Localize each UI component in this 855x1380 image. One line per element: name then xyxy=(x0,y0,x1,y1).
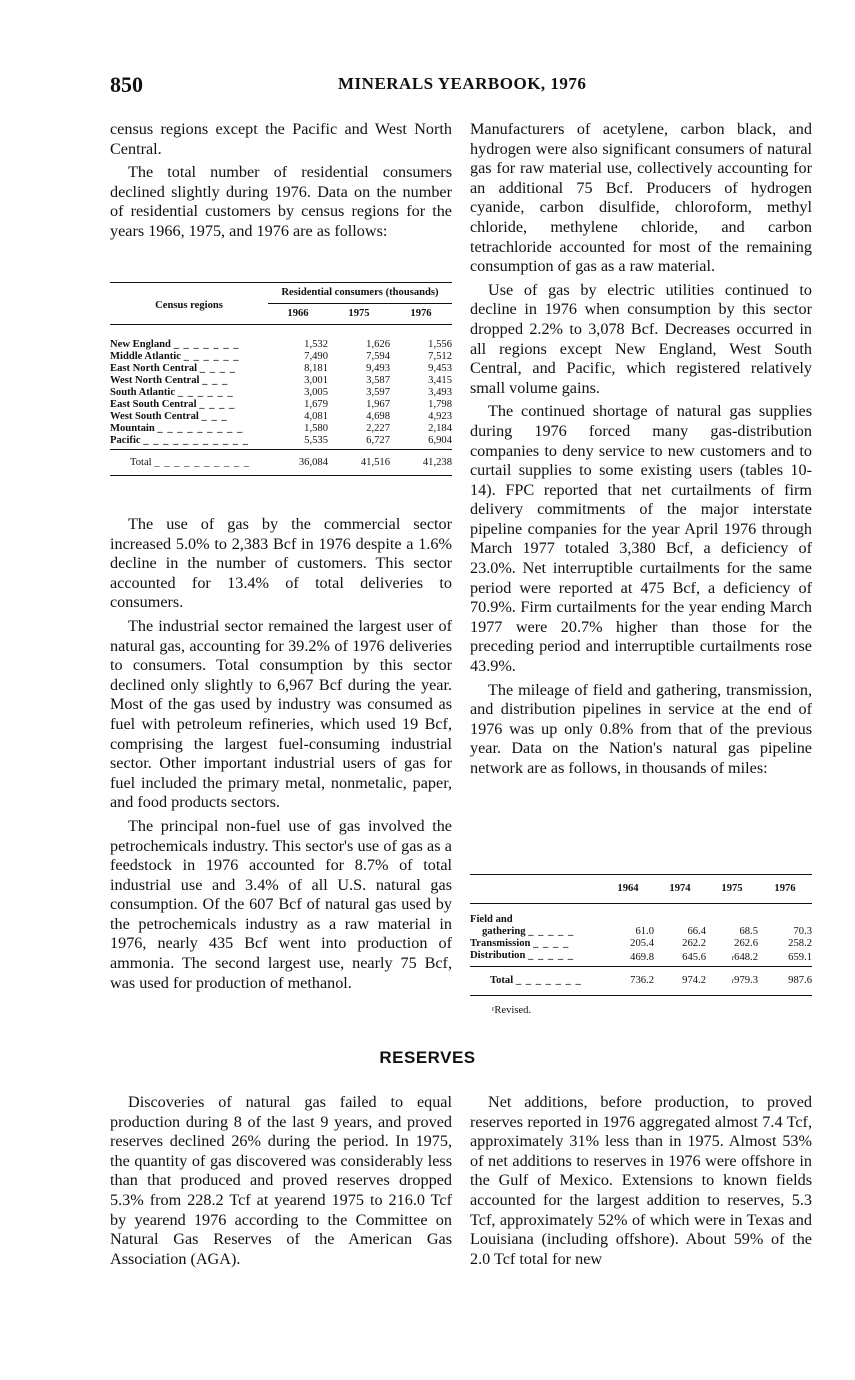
row-label: West North Central xyxy=(110,375,200,386)
table-cell: 258.2 xyxy=(788,938,812,949)
paragraph: The industrial sector remained the largest user of natural gas, accounting for 39.2% of 1976 deliveries to consumers. Total consumption by this sector declined only slightly to 6,967 Bcf during the year. Most of the gas used by industry was consumed as fuel with petroleum refineries, which used 19 Bcf, comprising the largest fuel-consuming industrial sector. Other important industrial users of gas for fuel included the primary metal, nonmetalic, paper, and food products sectors. xyxy=(110,616,452,812)
reserves-right-column xyxy=(470,1093,812,1273)
table-cell: 66.4 xyxy=(687,926,706,937)
row-label: Transmission xyxy=(470,938,531,949)
paragraph: Manufacturers of acetylene, carbon black, and hydrogen were also significant consumers of natural gas for raw material use, collectively accounting for an additional 75 Bcf. Producers of hydrogen cyanide, carbon disulfide, chloroform, methyl chloride, methylene chloride, and carbon tetrachloride accounted for most of the remaining consumption of gas as a raw material. xyxy=(470,120,812,276)
table-cell: 262.2 xyxy=(682,938,706,949)
page-number: 850 xyxy=(110,72,143,97)
table-row xyxy=(110,411,452,423)
table-cell: 2,227 xyxy=(366,423,390,434)
leader-dots: _ _ _ _ _ _ _ _ _ _ xyxy=(154,457,251,468)
table-row xyxy=(470,914,812,926)
column-header-regions: Census regions xyxy=(155,299,223,311)
table-row xyxy=(110,351,452,363)
running-title: MINERALS YEARBOOK, 1976 xyxy=(338,74,587,93)
column-header-year: 1976 xyxy=(410,308,432,319)
table-cell: 974.2 xyxy=(682,975,706,986)
table-cell: 1,798 xyxy=(428,399,452,410)
row-label-line1: Field and xyxy=(470,914,513,925)
running-header xyxy=(110,72,810,98)
paragraph: The mileage of field and gathering, transmission, and distribution pipelines in service at the end of 1976 was up only 0.8% from that of the previous year. Data on the Nation's natural gas pipeline network are as follows, in thousands of miles: xyxy=(470,680,812,777)
table-cell: 987.6 xyxy=(788,975,812,986)
row-label: Pacific xyxy=(110,435,141,446)
pipeline-mileage-table xyxy=(470,874,812,1016)
paragraph: Net additions, before production, to proved reserves reported in 1976 aggregated almost 7.4 Tcf, approximately 31% less than in 1975. Almost 53% of net additions to reserves in 1976 were offshore in the Gulf of Mexico. Extensions to known fields accounted for the largest addition to reserves, 5.3 Tcf, approximately 52% of which were in Texas and Louisiana (including offshore). About 59% of the 2.0 Tcf total for new xyxy=(470,1093,812,1268)
table-cell: 3,415 xyxy=(428,375,452,386)
table-total-row xyxy=(470,967,812,996)
table-cell: 4,698 xyxy=(366,411,390,422)
table-cell: 68.5 xyxy=(739,926,758,937)
table-row xyxy=(110,435,452,447)
column-header-year: 1975 xyxy=(721,883,743,894)
table-row xyxy=(110,423,452,435)
cell-value: 979.3 xyxy=(734,975,758,986)
leader-dots: _ _ _ _ xyxy=(199,399,236,410)
paragraph: The continued shortage of natural gas supplies during 1976 forced many gas-distribution companies to deny service to new customers and to curtail supplies to some existing users (tables 10-14). FPC reported that net curtailments of firm delivery commitments of the major interstate pipeline companies for the year April 1976 through March 1977 totaled 3,380 Bcf, a deficiency of 23.0%. Net interruptible curtailments for the same period were reported at 475 Bcf, a deficiency of 70.9%. Firm curtailments for the year ending March 1977 were 20.7% higher than those for the preceding period and interruptible curtailments rose 43.9%. xyxy=(470,402,812,676)
table-cell: 262.6 xyxy=(734,938,758,949)
column-header-year: 1966 xyxy=(287,308,309,319)
leader-dots: _ _ _ _ _ _ _ _ _ _ _ xyxy=(143,435,249,446)
column-header-year: 1974 xyxy=(669,883,691,894)
table-cell: 41,516 xyxy=(360,456,390,468)
left-column-top xyxy=(110,120,452,246)
footnote-text: Revised. xyxy=(494,1005,532,1016)
leader-dots: _ _ _ _ _ _ _ xyxy=(173,339,240,350)
table-cell: 1,580 xyxy=(304,423,328,434)
table-cell: 3,587 xyxy=(366,375,390,386)
table-total-row xyxy=(110,450,452,476)
reserves-left-column xyxy=(110,1093,452,1273)
right-column-top xyxy=(470,120,812,783)
left-column-bottom xyxy=(110,515,452,997)
leader-dots: _ _ _ _ xyxy=(533,938,570,949)
table-cell: 3,005 xyxy=(304,387,328,398)
row-label: gathering xyxy=(482,926,526,937)
paragraph: The principal non-fuel use of gas involved the petrochemicals industry. This sector's use of gas as a feedstock in 1976 accounted for 8.7% of total industrial use and 3.4% of all U.S. natural gas consumption. Of the 607 Bcf of natural gas used by the petrochemicals industry as a raw material in 1976, nearly 435 Bcf went into production of ammonia. The second largest use, nearly 75 Bcf, was used for production of methanol. xyxy=(110,816,452,992)
table-cell: 7,594 xyxy=(366,351,390,362)
leader-dots: _ _ _ _ _ xyxy=(528,950,575,961)
table-cell xyxy=(706,950,758,967)
paragraph: The total number of residential consumers declined slightly during 1976. Data on the number of residential customers by census regions for the years 1966, 1975, and 1976 are as follows: xyxy=(110,163,452,240)
table-cell: 659.1 xyxy=(788,952,812,963)
table-cell: 9,493 xyxy=(366,363,390,374)
table-cell: 4,923 xyxy=(428,411,452,422)
total-label: Total xyxy=(130,457,152,468)
table-cell: 1,967 xyxy=(366,399,390,410)
row-label: East South Central xyxy=(110,399,197,410)
row-label: Middle Atlantic xyxy=(110,351,181,362)
paragraph: Use of gas by electric utilities continued to decline in 1976 when consumption by this sector dropped 2.2% to 3,078 Bcf. Decreases occurred in all regions except New England, West South Central, and Pacific, which registered relatively small volume gains. xyxy=(470,280,812,397)
table-cell: 5,535 xyxy=(304,435,328,446)
section-heading-reserves: RESERVES xyxy=(379,1048,476,1067)
table-cell: 2,184 xyxy=(428,423,452,434)
table-cell: 3,597 xyxy=(366,387,390,398)
column-header-year: 1964 xyxy=(617,883,639,894)
table-cell: 3,001 xyxy=(304,375,328,386)
table-row xyxy=(470,938,812,950)
leader-dots: _ _ _ _ _ _ _ xyxy=(515,975,582,986)
total-label: Total xyxy=(490,975,514,986)
table-cell: 469.8 xyxy=(630,952,654,963)
table-cell: 9,453 xyxy=(428,363,452,374)
paragraph: census regions except the Pacific and West North Central. xyxy=(110,120,452,158)
leader-dots: _ _ _ _ _ xyxy=(528,926,575,937)
table-row xyxy=(110,399,452,411)
table-cell: 7,512 xyxy=(428,351,452,362)
footnote-mark: r xyxy=(492,1005,495,1013)
row-label: South Atlantic xyxy=(110,387,176,398)
leader-dots: _ _ _ _ xyxy=(199,363,236,374)
column-header-year: 1976 xyxy=(774,883,796,894)
leader-dots: _ _ _ _ _ _ xyxy=(183,351,240,362)
table-cell: 4,081 xyxy=(304,411,328,422)
table-cell: 36,084 xyxy=(298,456,328,468)
row-label: Mountain xyxy=(110,423,155,434)
row-label: West South Central xyxy=(110,411,199,422)
leader-dots: _ _ _ _ _ _ _ _ _ xyxy=(157,423,244,434)
table-cell: 1,626 xyxy=(366,339,390,350)
column-header-year: 1975 xyxy=(348,308,370,319)
table-cell: 7,490 xyxy=(304,351,328,362)
table-cell: 736.2 xyxy=(630,975,654,986)
table-row xyxy=(470,950,812,967)
table-row xyxy=(110,375,452,387)
table-footnote xyxy=(470,1005,812,1016)
cell-value: 648.2 xyxy=(734,952,758,963)
table-cell: 1,532 xyxy=(304,339,328,350)
table-cell: 70.3 xyxy=(793,926,812,937)
leader-dots: _ _ _ xyxy=(202,375,229,386)
table-cell: 205.4 xyxy=(630,938,654,949)
table-cell: 3,493 xyxy=(428,387,452,398)
row-label: New England xyxy=(110,339,171,350)
table-cell: 41,238 xyxy=(422,456,452,468)
row-label: Distribution xyxy=(470,950,526,961)
leader-dots: _ _ _ xyxy=(201,411,228,422)
table-cell: 6,904 xyxy=(428,435,452,446)
table-cell: 645.6 xyxy=(682,952,706,963)
paragraph: The use of gas by the commercial sector increased 5.0% to 2,383 Bcf in 1976 despite a 1.6% decline in the number of customers. This sector accounted for 13.4% of total deliveries to consumers. xyxy=(110,515,452,612)
table-cell xyxy=(706,967,758,996)
row-label: East North Central xyxy=(110,363,198,374)
table-row xyxy=(110,339,452,351)
revised-mark: r xyxy=(731,977,735,985)
residential-consumers-table xyxy=(110,282,452,477)
leader-dots: _ _ _ _ _ _ xyxy=(177,387,234,398)
table-row xyxy=(470,926,812,938)
table-row xyxy=(110,387,452,399)
revised-mark: r xyxy=(731,954,735,962)
table-cell: 8,181 xyxy=(304,363,328,374)
table-cell: 1,556 xyxy=(428,339,452,350)
paragraph: Discoveries of natural gas failed to equal production during 8 of the last 9 years, and proved reserves declined 26% during the period. In 1975, the quantity of gas discovered was considerably less than that produced and proved reserves dropped 5.3% from 228.2 Tcf at yearend 1975 to 216.0 Tcf by yearend 1976 according to the Committee on Natural Gas Reserves of the American Gas Association (AGA). xyxy=(110,1093,452,1268)
column-header-group: Residential consumers (thousands) xyxy=(268,283,452,304)
table-cell: 1,679 xyxy=(304,399,328,410)
table-cell: 61.0 xyxy=(635,926,654,937)
table-row xyxy=(110,363,452,375)
table-cell: 6,727 xyxy=(366,435,390,446)
